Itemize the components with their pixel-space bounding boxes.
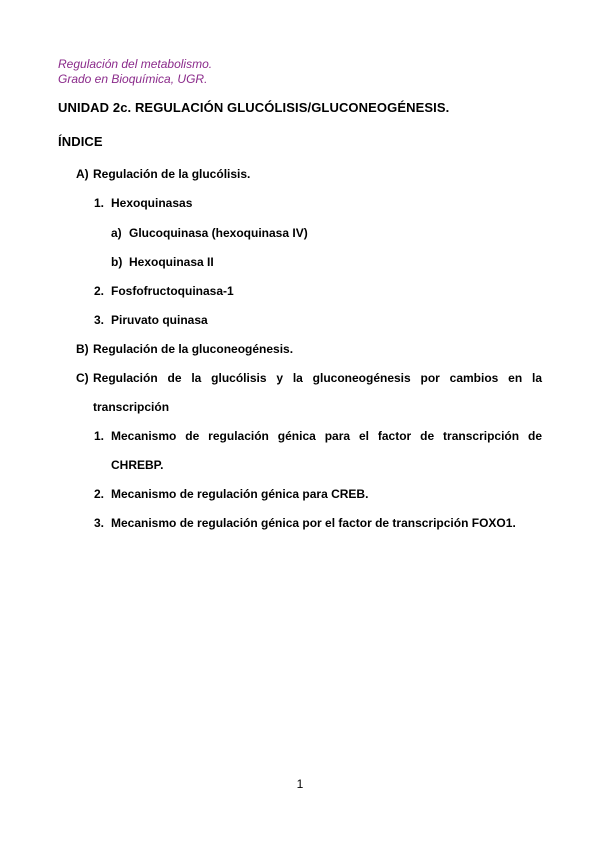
- document-header-line-1: Regulación del metabolismo.: [58, 57, 213, 71]
- section-a-item-3-label: Piruvato quinasa: [111, 313, 208, 327]
- section-b-marker: B): [76, 342, 89, 356]
- section-a-item-2-label: Fosfofructoquinasa-1: [111, 284, 234, 298]
- section-c-item-1-label-line-1: Mecanismo de regulación génica para el factor de transcripción de: [111, 429, 542, 443]
- section-c-marker: C): [76, 371, 89, 385]
- section-c-item-2-marker: 2.: [94, 487, 105, 501]
- section-a-subitem-b-label: Hexoquinasa II: [129, 255, 214, 269]
- unit-title: UNIDAD 2c. REGULACIÓN GLUCÓLISIS/GLUCONEOGÉNESIS.: [58, 100, 450, 115]
- section-c-label-line-2: transcripción: [93, 400, 170, 414]
- section-c-label-line-1: Regulación de la glucólisis y la gluconeogénesis por cambios en la: [93, 371, 542, 385]
- index-heading: ÍNDICE: [58, 134, 103, 149]
- section-a-marker: A): [76, 167, 89, 181]
- section-a-subitem-b-marker: b): [111, 255, 123, 269]
- section-b-label: Regulación de la gluconeogénesis.: [93, 342, 294, 356]
- section-a-label: Regulación de la glucólisis.: [93, 167, 251, 181]
- section-c-item-1-marker: 1.: [94, 429, 105, 443]
- section-a-subitem-a-marker: a): [111, 226, 122, 240]
- section-c-item-3-label: Mecanismo de regulación génica por el factor de transcripción FOXO1.: [111, 516, 516, 530]
- section-c-item-3-marker: 3.: [94, 516, 105, 530]
- section-a-subitem-a-label: Glucoquinasa (hexoquinasa IV): [129, 226, 308, 240]
- section-a-item-1-marker: 1.: [94, 196, 105, 210]
- page-number: 1: [296, 777, 304, 791]
- document-header-line-2: Grado en Bioquímica, UGR.: [58, 72, 208, 86]
- section-c-item-1-label-line-2: CHREBP.: [111, 458, 164, 472]
- section-c-item-2-label: Mecanismo de regulación génica para CREB.: [111, 487, 369, 501]
- section-a-item-1-label: Hexoquinasas: [111, 196, 193, 210]
- section-a-item-3-marker: 3.: [94, 313, 105, 327]
- section-a-item-2-marker: 2.: [94, 284, 105, 298]
